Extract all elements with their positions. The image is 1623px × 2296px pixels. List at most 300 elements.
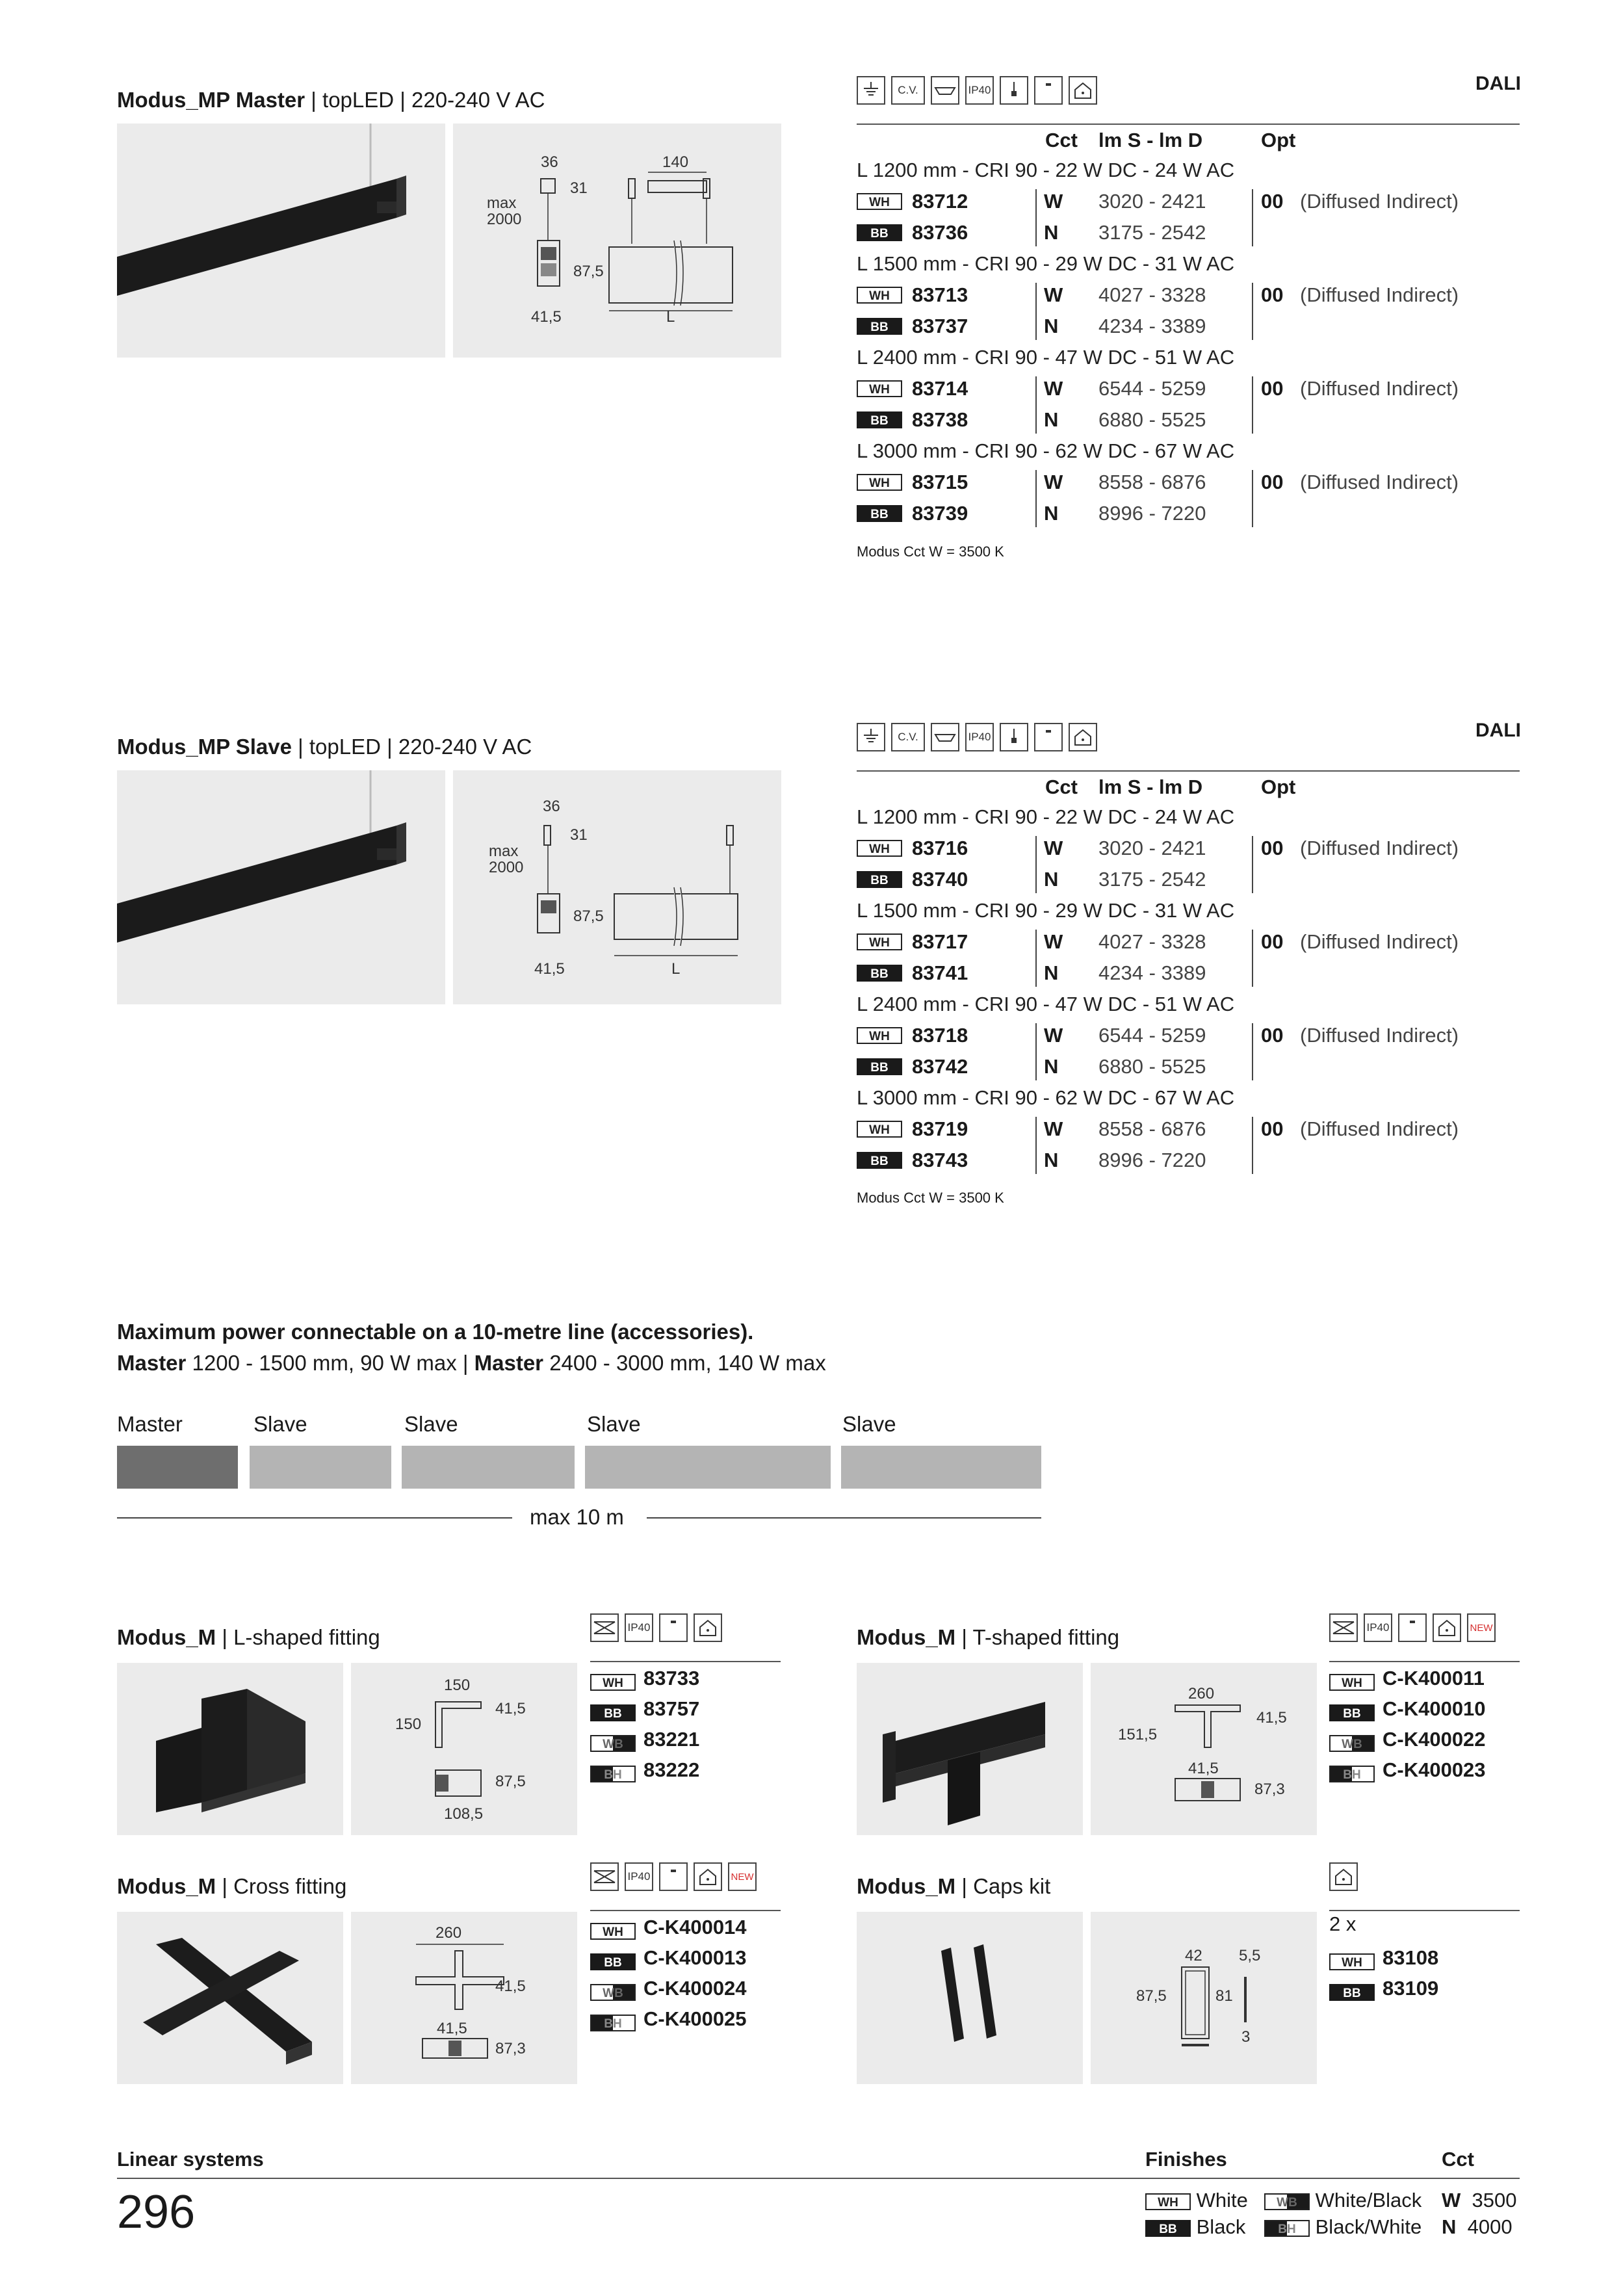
column-divider xyxy=(1035,836,1037,893)
footer-rule-left xyxy=(117,2178,1144,2179)
product-code: 83736 xyxy=(912,221,968,244)
svg-text:41,5: 41,5 xyxy=(437,2020,467,2037)
header-cct: Cct xyxy=(1045,129,1078,151)
option-code: 00 xyxy=(1261,283,1284,306)
option-code: 00 xyxy=(1261,930,1284,953)
lumen-value: 8996 - 7220 xyxy=(1098,502,1206,525)
product-code: C-K400011 xyxy=(1383,1667,1485,1689)
page-number: 296 xyxy=(117,2186,196,2238)
segment-bar-slave-4 xyxy=(841,1446,1041,1489)
finish-badge: WB xyxy=(590,1735,636,1752)
finish-badge: WB xyxy=(590,1984,636,2001)
product-code: 83740 xyxy=(912,868,968,891)
option-code: 00 xyxy=(1261,837,1284,859)
product-code: 83712 xyxy=(912,190,968,213)
dim-L: L xyxy=(666,308,675,326)
dim-max: max xyxy=(489,842,519,860)
cct-code: W xyxy=(1044,837,1063,859)
option-code: 00 xyxy=(1261,1117,1284,1140)
lumen-value: 6544 - 5259 xyxy=(1098,377,1206,400)
column-divider xyxy=(1035,189,1037,246)
product-row xyxy=(857,927,1520,957)
product-row xyxy=(857,280,1520,310)
column-divider xyxy=(1035,1117,1037,1174)
option-text: (Diffused Indirect) xyxy=(1300,1024,1459,1047)
dim-L: L xyxy=(671,960,681,978)
surface-icon xyxy=(1398,1613,1427,1642)
cct-code: W xyxy=(1044,1024,1063,1047)
finish-badge: BH xyxy=(1329,1766,1375,1782)
ip40-icon: IP40 xyxy=(965,76,994,105)
product-code: 83743 xyxy=(912,1149,968,1171)
accessory-code-row xyxy=(590,1944,747,1972)
column-divider xyxy=(1252,283,1253,340)
finish-name-white: White xyxy=(1196,2189,1248,2211)
cct-code: N xyxy=(1044,1149,1059,1171)
finish-badge: BB xyxy=(1329,1984,1375,2001)
max-line-right xyxy=(647,1517,1041,1519)
svg-text:42: 42 xyxy=(1185,1947,1202,1964)
option-text: (Diffused Indirect) xyxy=(1300,190,1459,213)
option-text: (Diffused Indirect) xyxy=(1300,930,1459,953)
dim-31: 31 xyxy=(570,826,588,844)
tfit-drawing xyxy=(1091,1663,1317,1835)
cct-code: W xyxy=(1044,1117,1063,1140)
finish-badge: BB xyxy=(857,505,902,522)
product-code: 83108 xyxy=(1383,1946,1439,1969)
column-divider xyxy=(1252,1023,1253,1080)
product-code: C-K400024 xyxy=(643,1977,747,2000)
svg-text:41,5: 41,5 xyxy=(1188,1760,1219,1777)
product-row xyxy=(857,405,1520,435)
home-icon xyxy=(694,1613,722,1642)
header-opt: Opt xyxy=(1261,129,1296,151)
column-divider xyxy=(1035,470,1037,527)
finish-row-4 xyxy=(1264,2215,1422,2239)
option-code: 00 xyxy=(1261,1024,1284,1047)
dim-140: 140 xyxy=(662,153,689,171)
dim-2000: 2000 xyxy=(489,859,524,876)
home-icon xyxy=(1329,1862,1358,1891)
finish-badge: WH xyxy=(857,380,902,397)
svg-text:81: 81 xyxy=(1215,1987,1233,2005)
lumen-value: 3175 - 2542 xyxy=(1098,868,1206,891)
master-divider xyxy=(857,124,1520,125)
tfit-product-image xyxy=(857,1663,1083,1835)
product-code: 83715 xyxy=(912,471,968,493)
lfit-drawing xyxy=(351,1663,577,1835)
length-row: L 1200 mm - CRI 90 - 22 W DC - 24 W AC xyxy=(857,805,1235,828)
master-dali-label: DALI xyxy=(1475,73,1521,94)
finish-badge: BB xyxy=(857,224,902,241)
svg-text:5,5: 5,5 xyxy=(1239,1947,1261,1964)
segment-label-slave-2: Slave xyxy=(404,1412,458,1436)
finish-badge: BB xyxy=(857,1152,902,1169)
xfit-divider xyxy=(590,1910,781,1911)
finish-badge: BB xyxy=(590,1953,636,1970)
finish-badge: WH xyxy=(857,287,902,304)
finish-badge: WH xyxy=(857,1121,902,1138)
cct-code: W xyxy=(1044,283,1063,306)
cct-code: N xyxy=(1044,221,1059,244)
xfit-code-list xyxy=(590,1913,781,2043)
product-row xyxy=(857,311,1520,341)
lfit-divider xyxy=(590,1661,781,1662)
master-spec-table xyxy=(857,125,1520,541)
option-code: 00 xyxy=(1261,471,1284,493)
finish-badge: BB xyxy=(590,1704,636,1721)
new-badge: NEW xyxy=(728,1862,757,1891)
svg-text:87,5: 87,5 xyxy=(1136,1987,1167,2005)
no-dim-icon xyxy=(590,1613,619,1642)
accessory-code-row xyxy=(1329,1944,1438,1972)
surface-icon xyxy=(659,1613,688,1642)
svg-text:108,5: 108,5 xyxy=(444,1805,484,1823)
accessory-code-row xyxy=(590,2005,747,2033)
cct-code: N xyxy=(1044,315,1059,337)
accessory-code-row xyxy=(1329,1695,1486,1723)
product-code: 83718 xyxy=(912,1024,968,1047)
option-code: 00 xyxy=(1261,377,1284,400)
svg-text:3: 3 xyxy=(1241,2028,1251,2046)
cct-code: W xyxy=(1044,377,1063,400)
finish-name-black: Black xyxy=(1196,2215,1246,2238)
cct-code: N xyxy=(1044,1055,1059,1078)
length-row: L 3000 mm - CRI 90 - 62 W DC - 67 W AC xyxy=(857,1086,1235,1109)
svg-text:260: 260 xyxy=(1188,1685,1215,1702)
finish-badge: WH xyxy=(1329,1674,1375,1691)
finish-badge: BB xyxy=(857,411,902,428)
ceiling-icon xyxy=(931,723,959,751)
finish-badge: BB xyxy=(1329,1704,1375,1721)
cv-icon: C.V. xyxy=(891,76,925,105)
svg-text:41,5: 41,5 xyxy=(495,1700,526,1717)
column-divider xyxy=(1252,836,1253,893)
lumen-value: 4234 - 3389 xyxy=(1098,315,1206,337)
product-row xyxy=(857,499,1520,528)
accessory-code-row xyxy=(1329,1974,1438,2003)
option-text: (Diffused Indirect) xyxy=(1300,837,1459,859)
finish-badge-black-white: BH xyxy=(1264,2220,1310,2237)
product-row xyxy=(857,1114,1520,1144)
cct-code: N xyxy=(1044,502,1059,525)
finish-badge-black: BB xyxy=(1145,2220,1191,2237)
surface-icon xyxy=(659,1862,688,1891)
product-code: 83737 xyxy=(912,315,968,337)
finish-badge: WH xyxy=(857,933,902,950)
product-code: 83742 xyxy=(912,1055,968,1078)
lfit-code-list xyxy=(590,1664,781,1794)
pendant-icon xyxy=(1000,76,1028,105)
svg-text:41,5: 41,5 xyxy=(1256,1709,1287,1727)
accessory-code-row xyxy=(1329,1756,1486,1784)
product-code: 83739 xyxy=(912,502,968,525)
lumen-value: 4027 - 3328 xyxy=(1098,930,1206,953)
max-length-label: max 10 m xyxy=(530,1505,624,1529)
cct-code: N xyxy=(1044,408,1059,431)
home-icon xyxy=(694,1862,722,1891)
xfit-icon-row xyxy=(590,1862,757,1891)
lumen-value: 6880 - 5525 xyxy=(1098,1055,1206,1078)
cct-label: Cct xyxy=(1442,2148,1474,2171)
slave-note: Modus Cct W = 3500 K xyxy=(857,1190,1004,1206)
earth-icon xyxy=(857,723,885,751)
product-code: C-K400013 xyxy=(643,1946,747,1969)
segment-bar-slave-1 xyxy=(250,1446,391,1489)
product-code: C-K400022 xyxy=(1383,1728,1486,1751)
column-divider xyxy=(1252,1117,1253,1174)
ip40-icon: IP40 xyxy=(625,1862,653,1891)
dim-87-5: 87,5 xyxy=(573,263,604,280)
column-divider xyxy=(1035,376,1037,434)
slave-drawing xyxy=(453,770,781,1004)
power-subheading: Master 1200 - 1500 mm, 90 W max | Master 2400 - 3000 mm, 140 W max xyxy=(117,1351,826,1375)
lumen-value: 3175 - 2542 xyxy=(1098,221,1206,244)
length-row: L 1500 mm - CRI 90 - 29 W DC - 31 W AC xyxy=(857,252,1235,275)
dim-2000: 2000 xyxy=(487,211,522,228)
length-row: L 2400 mm - CRI 90 - 47 W DC - 51 W AC xyxy=(857,346,1235,369)
option-text: (Diffused Indirect) xyxy=(1300,283,1459,306)
dim-41-5: 41,5 xyxy=(531,308,562,326)
finish-row-2 xyxy=(1264,2189,1422,2212)
product-row xyxy=(857,467,1520,497)
finish-badge-white-black: WB xyxy=(1264,2193,1310,2210)
master-drawing xyxy=(453,124,781,358)
product-row xyxy=(857,865,1520,894)
finish-name-black-white: Black/White xyxy=(1315,2215,1422,2238)
product-code: 83222 xyxy=(643,1758,700,1781)
svg-text:260: 260 xyxy=(435,1924,462,1942)
surface-icon xyxy=(1034,76,1063,105)
column-divider xyxy=(1252,376,1253,434)
column-divider xyxy=(1035,283,1037,340)
product-code: C-K400025 xyxy=(643,2007,747,2030)
product-code: 83717 xyxy=(912,930,968,953)
accessory-code-row xyxy=(1329,1664,1485,1693)
product-row xyxy=(857,374,1520,404)
header-lm: lm S - lm D xyxy=(1098,129,1203,151)
no-dim-icon xyxy=(1329,1613,1358,1642)
accessory-code-row xyxy=(1329,1725,1486,1754)
product-code: 83716 xyxy=(912,837,968,859)
header-lm: lm S - lm D xyxy=(1098,776,1203,798)
product-row xyxy=(857,187,1520,216)
caps-icon-row xyxy=(1329,1862,1358,1891)
slave-spec-table xyxy=(857,772,1520,1188)
svg-text:87,5: 87,5 xyxy=(495,1773,526,1790)
product-code: C-K400023 xyxy=(1383,1758,1486,1781)
option-code: 00 xyxy=(1261,190,1284,213)
product-code: 83719 xyxy=(912,1117,968,1140)
product-code: 83713 xyxy=(912,283,968,306)
product-row xyxy=(857,958,1520,988)
lumen-value: 8558 - 6876 xyxy=(1098,1117,1206,1140)
cct-row-n: N 4000 xyxy=(1442,2215,1513,2238)
finish-row-1 xyxy=(1145,2189,1248,2212)
slave-icon-row xyxy=(857,723,1097,751)
cct-code: N xyxy=(1044,868,1059,891)
caps-product-image xyxy=(857,1912,1083,2084)
option-text: (Diffused Indirect) xyxy=(1300,377,1459,400)
accessory-code-row xyxy=(590,1756,699,1784)
footer-rule-right xyxy=(1144,2178,1520,2179)
finish-badge: WB xyxy=(1329,1735,1375,1752)
lumen-value: 3020 - 2421 xyxy=(1098,190,1206,213)
length-row: L 2400 mm - CRI 90 - 47 W DC - 51 W AC xyxy=(857,993,1235,1015)
slave-divider xyxy=(857,770,1520,772)
xfit-title: Modus_M | Cross fitting xyxy=(117,1874,347,1898)
lumen-value: 3020 - 2421 xyxy=(1098,837,1206,859)
finish-badge: WH xyxy=(857,193,902,210)
finish-badge: BB xyxy=(857,871,902,888)
max-line-left xyxy=(117,1517,512,1519)
caps-drawing xyxy=(1091,1912,1317,2084)
finish-badge: WH xyxy=(590,1923,636,1940)
segment-label-slave-3: Slave xyxy=(587,1412,641,1436)
accessory-code-row xyxy=(590,1913,747,1942)
product-code: 83109 xyxy=(1383,1977,1439,2000)
svg-text:41,5: 41,5 xyxy=(495,1977,526,1995)
accessory-code-row xyxy=(590,1725,699,1754)
cct-code: W xyxy=(1044,471,1063,493)
no-dim-icon xyxy=(590,1862,619,1891)
lfit-icon-row xyxy=(590,1613,722,1642)
product-code: 83733 xyxy=(643,1667,700,1689)
spec-header-row xyxy=(857,125,1520,155)
dim-36: 36 xyxy=(541,153,558,171)
option-text: (Diffused Indirect) xyxy=(1300,1117,1459,1140)
cv-icon: C.V. xyxy=(891,723,925,751)
segment-bar-master xyxy=(117,1446,238,1489)
finish-name-white-black: White/Black xyxy=(1315,2189,1422,2211)
dim-36: 36 xyxy=(543,798,560,815)
finish-badge: BH xyxy=(590,1766,636,1782)
earth-icon xyxy=(857,76,885,105)
header-opt: Opt xyxy=(1261,776,1296,798)
tfit-title: Modus_M | T-shaped fitting xyxy=(857,1625,1120,1649)
svg-text:150: 150 xyxy=(395,1715,422,1733)
segment-label-slave-4: Slave xyxy=(842,1412,896,1436)
product-code: C-K400014 xyxy=(643,1916,747,1938)
slave-product-image xyxy=(117,770,445,1004)
ceiling-icon xyxy=(931,76,959,105)
dim-41-5: 41,5 xyxy=(534,960,565,978)
product-row xyxy=(857,1145,1520,1175)
svg-text:87,3: 87,3 xyxy=(1254,1781,1285,1798)
cct-code: W xyxy=(1044,930,1063,953)
caps-title: Modus_M | Caps kit xyxy=(857,1874,1051,1898)
master-icon-row xyxy=(857,76,1097,105)
lfit-title: Modus_M | L-shaped fitting xyxy=(117,1625,380,1649)
dim-87-5: 87,5 xyxy=(573,907,604,925)
length-row: L 3000 mm - CRI 90 - 62 W DC - 67 W AC xyxy=(857,439,1235,462)
finish-badge: WH xyxy=(1329,1953,1375,1970)
finishes-label: Finishes xyxy=(1145,2148,1227,2171)
accessory-code-row xyxy=(590,1664,699,1693)
tfit-code-list xyxy=(1329,1664,1520,1794)
home-icon xyxy=(1433,1613,1461,1642)
finish-badge: WH xyxy=(857,474,902,491)
product-code: C-K400010 xyxy=(1383,1697,1486,1720)
column-divider xyxy=(1252,930,1253,987)
segment-label-master: Master xyxy=(117,1412,183,1436)
xfit-product-image xyxy=(117,1912,343,2084)
length-row: L 1500 mm - CRI 90 - 29 W DC - 31 W AC xyxy=(857,899,1235,922)
ip40-icon: IP40 xyxy=(965,723,994,751)
new-badge: NEW xyxy=(1467,1613,1496,1642)
finish-badge-white: WH xyxy=(1145,2193,1191,2210)
column-divider xyxy=(1252,470,1253,527)
surface-icon xyxy=(1034,723,1063,751)
segment-label-slave-1: Slave xyxy=(253,1412,307,1436)
segment-bar-slave-3 xyxy=(585,1446,831,1489)
product-row xyxy=(857,218,1520,248)
master-product-image xyxy=(117,124,445,358)
accessory-code-row xyxy=(590,1974,747,2003)
cct-code: N xyxy=(1044,961,1059,984)
product-code: 83221 xyxy=(643,1728,700,1751)
power-heading: Maximum power connectable on a 10-metre line (accessories). xyxy=(117,1320,754,1344)
master-title: Modus_MP Master | topLED | 220-240 V AC xyxy=(117,88,545,112)
product-code: 83741 xyxy=(912,961,968,984)
column-divider xyxy=(1035,1023,1037,1080)
product-row xyxy=(857,833,1520,863)
finish-badge: BB xyxy=(857,965,902,982)
option-text: (Diffused Indirect) xyxy=(1300,471,1459,493)
column-divider xyxy=(1252,189,1253,246)
slave-dali-label: DALI xyxy=(1475,720,1521,741)
footer-section: Linear systems xyxy=(117,2148,264,2171)
lumen-value: 4234 - 3389 xyxy=(1098,961,1206,984)
product-code: 83757 xyxy=(643,1697,700,1720)
product-row xyxy=(857,1052,1520,1082)
ip40-icon: IP40 xyxy=(625,1613,653,1642)
caps-quantity: 2 x xyxy=(1329,1912,1357,1935)
lfit-product-image xyxy=(117,1663,343,1835)
finish-badge: BH xyxy=(590,2015,636,2031)
xfit-drawing xyxy=(351,1912,577,2084)
lumen-value: 8558 - 6876 xyxy=(1098,471,1206,493)
ip40-icon: IP40 xyxy=(1364,1613,1392,1642)
finish-row-3 xyxy=(1145,2215,1245,2239)
slave-title: Modus_MP Slave | topLED | 220-240 V AC xyxy=(117,735,532,759)
lumen-value: 6880 - 5525 xyxy=(1098,408,1206,431)
tfit-divider xyxy=(1329,1661,1520,1662)
header-cct: Cct xyxy=(1045,776,1078,798)
accessory-code-row xyxy=(590,1695,699,1723)
svg-text:150: 150 xyxy=(444,1676,471,1694)
finish-badge: BB xyxy=(857,318,902,335)
svg-text:151,5: 151,5 xyxy=(1118,1726,1158,1743)
master-note: Modus Cct W = 3500 K xyxy=(857,543,1004,560)
svg-text:87,3: 87,3 xyxy=(495,2040,526,2057)
dim-max: max xyxy=(487,194,517,212)
finish-badge: WH xyxy=(857,1027,902,1044)
spec-header-row xyxy=(857,772,1520,802)
caps-divider xyxy=(1329,1910,1520,1911)
length-row: L 1200 mm - CRI 90 - 22 W DC - 24 W AC xyxy=(857,159,1235,181)
product-code: 83738 xyxy=(912,408,968,431)
product-code: 83714 xyxy=(912,377,968,400)
product-row xyxy=(857,1021,1520,1050)
finish-badge: WH xyxy=(590,1674,636,1691)
finish-badge: WH xyxy=(857,840,902,857)
lumen-value: 8996 - 7220 xyxy=(1098,1149,1206,1171)
lumen-value: 4027 - 3328 xyxy=(1098,283,1206,306)
caps-code-list xyxy=(1329,1944,1520,2022)
segment-bar-slave-2 xyxy=(402,1446,575,1489)
finish-badge: BB xyxy=(857,1058,902,1075)
